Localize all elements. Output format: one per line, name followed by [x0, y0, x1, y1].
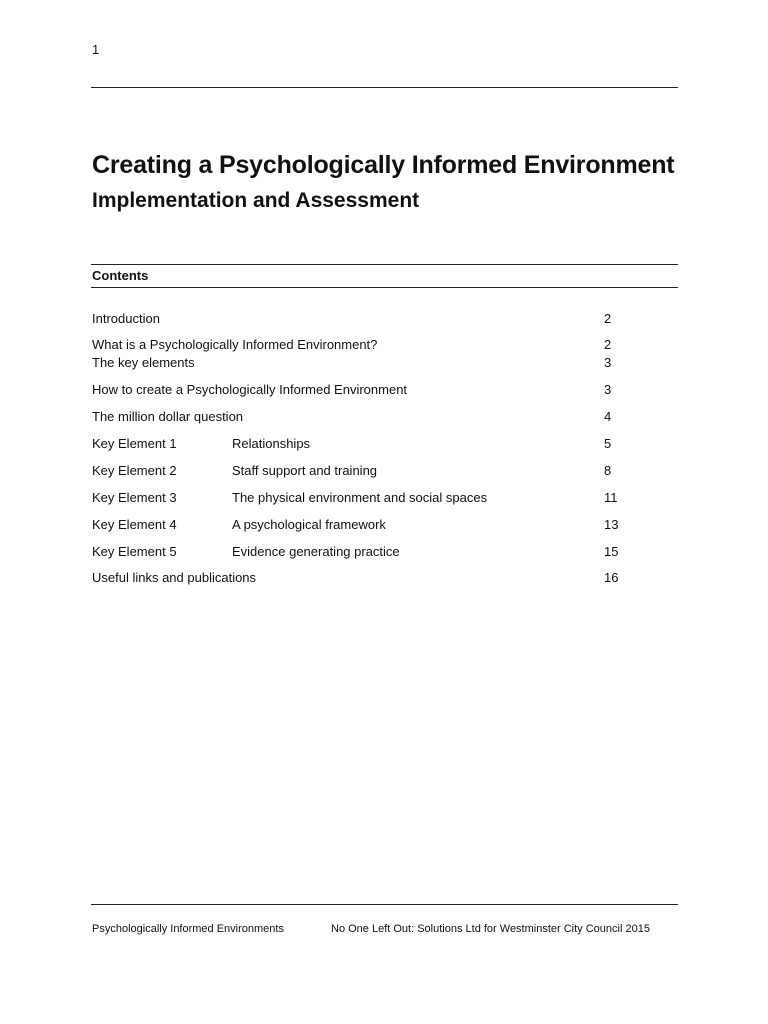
- toc-entry-page: 11: [604, 490, 618, 505]
- toc-entry-label: What is a Psychologically Informed Environment?: [92, 337, 378, 352]
- toc-entry-page: 3: [604, 355, 612, 370]
- toc-entry-detail: A psychological framework: [232, 517, 386, 532]
- toc-entry-page: 8: [604, 463, 612, 478]
- toc-entry-page: 16: [604, 570, 619, 585]
- toc-entry[interactable]: [92, 310, 632, 328]
- toc-entry[interactable]: [92, 516, 632, 534]
- contents-bottom-divider: [91, 287, 678, 288]
- contents-top-divider: [91, 264, 678, 265]
- toc-entry[interactable]: [92, 408, 632, 426]
- toc-entry-detail: Evidence generating practice: [232, 544, 400, 559]
- toc-entry[interactable]: [92, 462, 632, 480]
- toc-entry[interactable]: [92, 569, 632, 587]
- page-number: 1: [92, 42, 100, 57]
- footer-left-text: Psychologically Informed Environments: [92, 923, 284, 935]
- footer-divider: [91, 904, 678, 905]
- header-divider: [91, 87, 678, 88]
- table-of-contents: [92, 310, 632, 587]
- toc-entry-detail: Relationships: [232, 436, 311, 451]
- toc-entry[interactable]: [92, 354, 632, 372]
- toc-entry-page: 5: [604, 436, 612, 451]
- toc-entry[interactable]: [92, 381, 632, 399]
- toc-entry-label: How to create a Psychologically Informed Environment: [92, 382, 408, 397]
- toc-entry-label: Key Element 5: [92, 544, 177, 559]
- toc-entry-page: 3: [604, 382, 612, 397]
- toc-entry-label: Introduction: [92, 311, 160, 326]
- toc-entry-label: Key Element 4: [92, 517, 177, 532]
- toc-entry-page: 15: [604, 544, 619, 559]
- toc-entry-label: The million dollar question: [92, 409, 244, 424]
- toc-entry-page: 2: [604, 311, 612, 326]
- toc-entry[interactable]: [92, 435, 632, 453]
- toc-entry-detail: Staff support and training: [232, 463, 378, 478]
- toc-entry-page: 13: [604, 517, 619, 532]
- toc-entry-label: The key elements: [92, 355, 195, 370]
- document-title: Creating a Psychologically Informed Environment: [92, 151, 675, 179]
- toc-entry-label: Key Element 2: [92, 463, 177, 478]
- toc-entry[interactable]: [92, 489, 632, 507]
- toc-entry-label: Key Element 3: [92, 490, 177, 505]
- contents-heading: Contents: [92, 268, 149, 283]
- toc-entry-page: 2: [604, 337, 612, 352]
- toc-entry[interactable]: [92, 543, 632, 561]
- toc-entry-detail: The physical environment and social spaces: [232, 490, 488, 505]
- toc-entry-label: Useful links and publications: [92, 570, 257, 585]
- toc-entry-page: 4: [604, 409, 612, 424]
- toc-entry[interactable]: [92, 336, 632, 354]
- toc-entry-label: Key Element 1: [92, 436, 177, 451]
- footer-right-text: No One Left Out: Solutions Ltd for Westminster City Council 2015: [331, 923, 650, 935]
- document-subtitle: Implementation and Assessment: [92, 189, 420, 212]
